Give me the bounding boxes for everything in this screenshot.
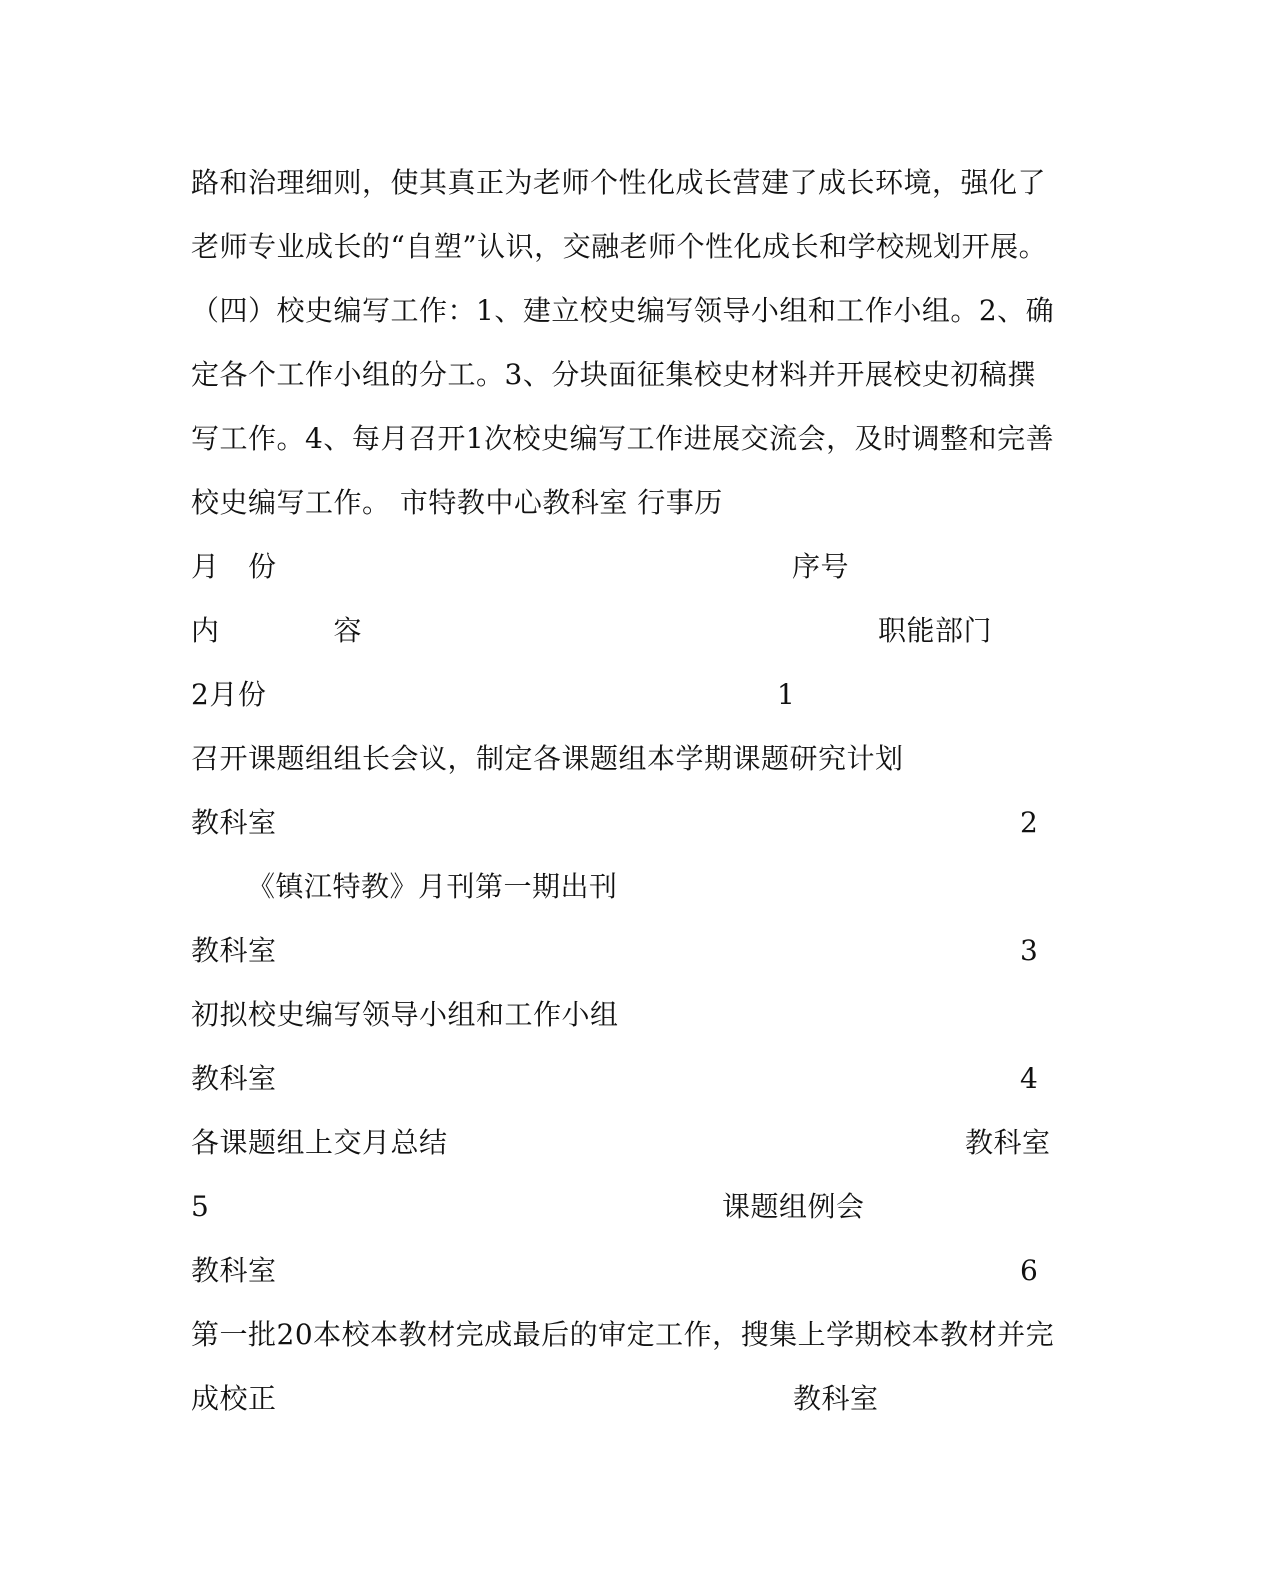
month-value: 2月份 <box>191 678 267 711</box>
table-row <box>191 1377 1051 1421</box>
row-content: 召开课题组组长会议，制定各课题组本学期课题研究计划 <box>191 742 904 775</box>
paragraph-line-5: 写工作。4、每月召开1次校史编写工作进展交流会，及时调整和完善 <box>191 422 1055 455</box>
row-content: 第一批20本校本教材完成最后的审定工作，搜集上学期校本教材并完 <box>191 1318 1055 1351</box>
row-content: 各课题组上交月总结 <box>191 1126 448 1159</box>
table-row <box>191 865 1051 909</box>
table-row <box>191 673 1051 717</box>
paragraph-line-2: 老师专业成长的“自塑”认识，交融老师个性化成长和学校规划开展。 <box>191 230 1048 263</box>
row-seq: 3 <box>1020 934 1039 967</box>
table-header-row-2 <box>191 609 1051 653</box>
row-seq: 4 <box>1020 1062 1039 1095</box>
header-content: 内 容 <box>191 614 363 647</box>
paragraph-line-4: 定各个工作小组的分工。3、分块面征集校史材料并开展校史初稿撰 <box>191 358 1036 391</box>
header-month: 月 份 <box>191 550 277 583</box>
table-row <box>191 1121 1051 1165</box>
table-row <box>191 929 1051 973</box>
row-content: 初拟校史编写领导小组和工作小组 <box>191 998 619 1031</box>
header-seq: 序号 <box>792 550 850 583</box>
paragraph-line-3: （四）校史编写工作：1、建立校史编写领导小组和工作小组。2、确 <box>191 294 1055 327</box>
table-row <box>191 1057 1051 1101</box>
header-dept: 职能部门 <box>878 614 993 647</box>
table-row <box>191 801 1051 845</box>
table-row <box>191 1185 1051 1229</box>
paragraph-line-1: 路和治理细则，使其真正为老师个性化成长营建了成长环境，强化了 <box>191 166 1047 199</box>
row-content-continued: 成校正 <box>191 1382 277 1415</box>
paragraph-line-6: 校史编写工作。 市特教中心教科室 行事历 <box>191 486 723 519</box>
row-dept: 教科室 <box>965 1126 1051 1159</box>
table-header-row-1 <box>191 545 1051 589</box>
table-row <box>191 1249 1051 1293</box>
row-dept: 教科室 <box>191 1062 277 1095</box>
row-dept: 教科室 <box>793 1382 879 1415</box>
row-seq: 1 <box>777 678 796 711</box>
row-seq: 2 <box>1020 806 1039 839</box>
row-seq: 5 <box>191 1190 210 1223</box>
row-dept: 教科室 <box>191 806 277 839</box>
row-content: 课题组例会 <box>722 1190 865 1223</box>
row-dept: 教科室 <box>191 1254 277 1287</box>
row-seq: 6 <box>1020 1254 1039 1287</box>
row-content: 《镇江特教》月刊第一期出刊 <box>247 870 618 903</box>
row-dept: 教科室 <box>191 934 277 967</box>
